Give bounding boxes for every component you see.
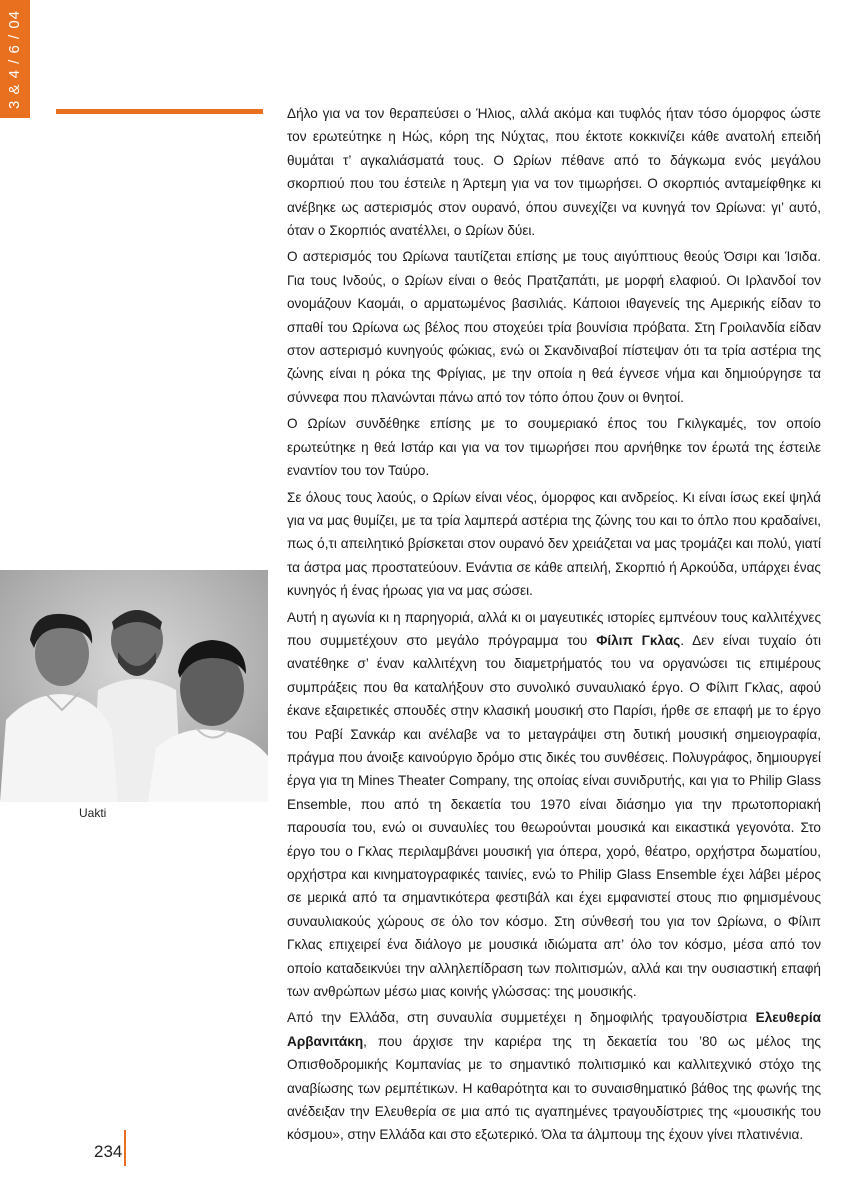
paragraph-text: Δήλο για να τον θεραπεύσει ο Ήλιος, αλλά ακόμα και τυφλός ήταν τόσο όμορφος ώστε τον ερωτεύτηκε η Ηώς, κόρη της Νύχτας, που έκτοτε κοκκινίζει κάθε ανατολή επειδή θυμάται τ’ αγκαλιάσματά τους. Ο Ωρίων πέθανε από το δάγκωμα ενός μεγάλου σκορπιού που του έστειλε η Άρτεμη για να τον τιμωρήσει. Ο σκορπιός ανταμείφθηκε κι ανέβηκε ως αστερισμός στον ουρανό, όπου συνεχίζει να κυνηγά τον Ωρίωνα: γι’ αυτό, όταν ο Σκορπιός ανατέλλει, ο Ωρίων δύει. <box>287 106 821 239</box>
bold-name: Ελευθερία Αρβανιτάκη <box>287 1010 821 1049</box>
band-photo-image <box>0 570 268 802</box>
page-number-rule <box>124 1130 126 1166</box>
paragraph-text: Ο αστερισμός του Ωρίωνα ταυτίζεται επίσης με τους αιγύπτιους θεούς Όσιρι και Ίσιδα. Για τους Ινδούς, ο Ωρίων είναι ο θεός Πρατζαπάτι, με μορφή ελαφιού. Οι Ιρλανδοί τον ονομάζουν Καομάι, ο αρματωμένος βασιλιάς. Κάποιοι ιθαγενείς της Αμερικής είδαν το σπαθί του Ωρίωνα ως βέλος που στοχεύει τρία βουνίσια πρόβατα. Στη Γροιλανδία είδαν στον αστερισμό κυνηγούς φώκιας, ενώ οι Σκανδιναβοί πίστεψαν ότι τα τρία αστέρια της ζώνης είναι η ρόκα της Φρίγιας, με την οποία η θεά έγνεσε νήμα και δημιούργησε τα σύννεφα που πλανώνται πάνω από τον τόπο όπου ζουν οι θνητοί. <box>287 249 821 405</box>
paragraph-text: Ο Ωρίων συνδέθηκε επίσης με το σουμεριακό έπος του Γκιλγκαμές, τον οποίο ερωτεύτηκε η θεά Ιστάρ και για να τον τιμωρήσει που αρνήθηκε τον έρωτά της έστειλε εναντίον του τον Ταύρο. <box>287 416 821 479</box>
article-paragraph <box>287 486 821 603</box>
photo-caption: Uakti <box>79 806 107 820</box>
band-photo <box>0 570 268 802</box>
date-tab <box>0 0 30 118</box>
paragraph-text: Σε όλους τους λαούς, ο Ωρίων είναι νέος, όμορφος και ανδρείος. Κι είναι ίσως εκεί ψηλά για να μας θυμίζει, με τα τρία λαμπερά αστέρια της ζώνης του και το όπλο που κραδαίνει, πως ό,τι απειλητικό βρίσκεται στον ουρανό δεν χρειάζεται να μας τρομάζει και πολύ, γιατί τα άστρα μας προστατεύουν. Ενάντια σε κάθε απειλή, Σκορπιό ή Αρκούδα, υπάρχει ένας κυνηγός ή ένας ήρωας για να μας σώσει. <box>287 489 821 599</box>
article-paragraph <box>287 606 821 1004</box>
date-tab-text: 3 & 4 / 6 / 04 <box>6 9 24 109</box>
article-body <box>287 102 821 1150</box>
bold-name: Φίλιπ Γκλας <box>596 632 681 648</box>
paragraph-text: . Δεν είναι τυχαίο ότι ανατέθηκε σ’ έναν καλλιτέχνη του διαμετρήματός του να οργανώσει τις επιμέρους συμπράξεις που θα καταλήξουν στο συνολικό συναυλιακό έργο. Ο Φίλιπ Γκλας, αφού έκανε εξαιρετικές σπουδές στην κλασική μουσική στο Παρίσι, ήρθε σε επαφή με το έργο του Ραβί Σανκάρ και ανέλαβε να το μεταγράψει στη δυτική μουσική σημειογραφία, πράγμα που άνοιξε καινούργιο δρόμο στις δικές του συνθέσεις. Πολυγράφος, δημιουργεί έργα για τη Mines Theater Company, της οποίας είναι συνιδρυτής, και για το Philip Glass Ensemble, που από τη δεκαετία του 1970 είναι διάσημο για την πρωτοποριακή παρουσία του, ενώ οι συναυλίες του θεωρούνται μουσικά και εικαστικά γεγονότα. Στο έργο του ο Γκλας περιλαμβάνει μουσική για όπερα, χορό, θέατρο, ορχήστρα δωματίου, ορχήστρα και κινηματογραφικές ταινίες, ενώ το Philip Glass Ensemble έχει λάβει μέρος σε μερικά από τα σημαντικότερα φεστιβάλ και έχει εμφανιστεί στους πιο φημισμένους συναυλιακούς χώρους σε όλο τον κόσμο. Στη σύνθεσή του για τον Ωρίωνα, ο Φίλιπ Γκλας επιχειρεί ένα διάλογο με μουσικά ιδιώματα απ’ όλο τον κόσμο, μέσα από τον οποίο καταδεικνύει την αλληλεπίδραση των πολιτισμών, αλλά και την ουσιαστική επαφή των ανθρώπων μέσω μιας κοινής γλώσσας: της μουσικής. <box>287 632 821 1000</box>
article-paragraph <box>287 245 821 409</box>
paragraph-text: Από την Ελλάδα, στη συναυλία συμμετέχει η δημοφιλής τραγουδίστρια <box>287 1010 756 1026</box>
paragraph-text: Αυτή η αγωνία κι η παρηγοριά, αλλά κι οι μαγευτικές ιστορίες εμπνέουν τους καλλιτέχνες που συμμετέχουν στο μεγάλο πρόγραμμα του <box>287 609 821 648</box>
header-rule <box>56 109 263 114</box>
article-paragraph <box>287 1006 821 1146</box>
page-number: 234 <box>94 1142 123 1161</box>
article-paragraph <box>287 102 821 242</box>
paragraph-text: , που άρχισε την καριέρα της τη δεκαετία του ’80 ως μέλος της Οπισθοδρομικής Κομπανίας με το σημαντικό πολιτισμικό και καλλιτεχνικό στόχο της αναβίωσης των ρεμπέτικων. Η καθαρότητα και το συναισθηματικό βάθος της φωνής της ανέδειξαν την Ελευθερία σε μια από τις αγαπημένες τραγουδίστριες της «μουσικής του κόσμου», στην Ελλάδα και στο εξωτερικό. Όλα τα άλμπουμ της έχουν γίνει πλατινένια. <box>287 1033 821 1143</box>
article-paragraph <box>287 412 821 482</box>
